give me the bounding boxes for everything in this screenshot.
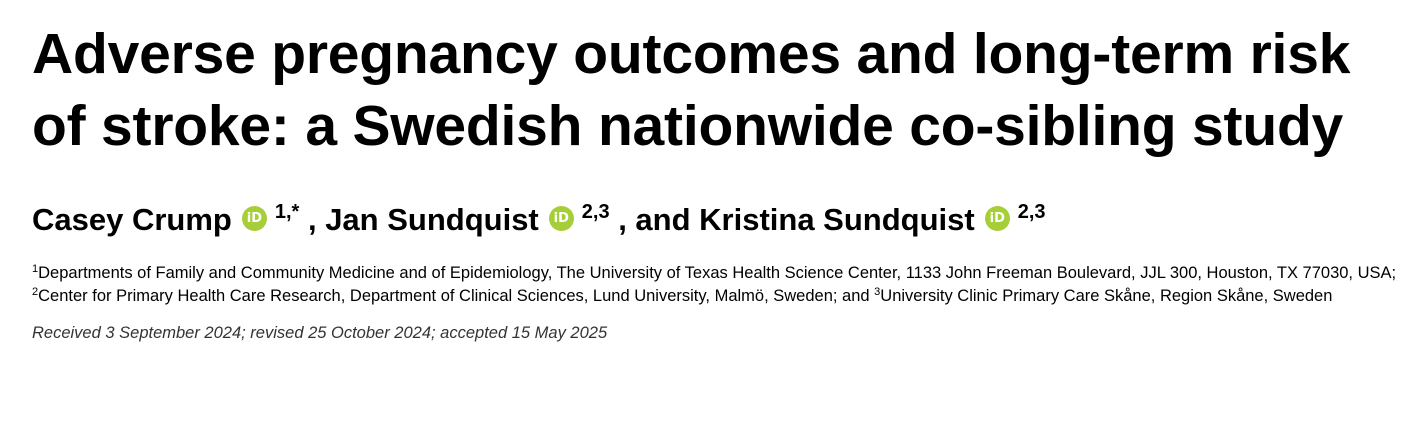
- article-history: Received 3 September 2024; revised 25 October 2024; accepted 15 May 2025: [32, 324, 608, 342]
- orcid-icon[interactable]: iD: [242, 206, 267, 231]
- article-header: [32, 18, 1412, 343]
- author-affiliation-marker: 1,*: [274, 201, 300, 223]
- affiliation-text: Center for Primary Health Care Research, Department of Clinical Sciences, Lund University, Malmö, Sweden; and: [38, 287, 875, 305]
- orcid-icon[interactable]: iD: [985, 206, 1010, 231]
- author-list: [32, 200, 1412, 240]
- author-jan-sundquist: [325, 202, 618, 237]
- author-separator: , and: [618, 202, 700, 237]
- affiliation-line: [32, 285, 1412, 308]
- author-affiliation-marker: 2,3: [1017, 201, 1046, 223]
- author-kristina-sundquist: [699, 202, 1045, 237]
- affiliation-number: 1: [32, 263, 39, 275]
- author-name: Casey Crump: [32, 202, 232, 237]
- author-casey-crump: [32, 202, 308, 237]
- affiliation-number: 2: [32, 286, 39, 298]
- author-name: Kristina Sundquist: [699, 202, 975, 237]
- affiliation-line: [32, 262, 1412, 285]
- affiliation-number: 3: [874, 286, 881, 298]
- orcid-icon[interactable]: iD: [549, 206, 574, 231]
- article-title: Adverse pregnancy outcomes and long-term risk of stroke: a Swedish nationwide co-sibling study: [32, 22, 1351, 158]
- affiliation-text: University Clinic Primary Care Skåne, Region Skåne, Sweden: [880, 287, 1333, 305]
- affiliation-text: Departments of Family and Community Medicine and of Epidemiology, The University of Texas Health Science Center, 1133 John Freeman Boulevard, JJL 300, Houston, TX 77030, USA;: [38, 264, 1397, 282]
- author-affiliation-marker: 2,3: [581, 201, 610, 223]
- author-separator: ,: [307, 202, 326, 237]
- author-name: Jan Sundquist: [325, 202, 539, 237]
- affiliations: [32, 262, 1412, 308]
